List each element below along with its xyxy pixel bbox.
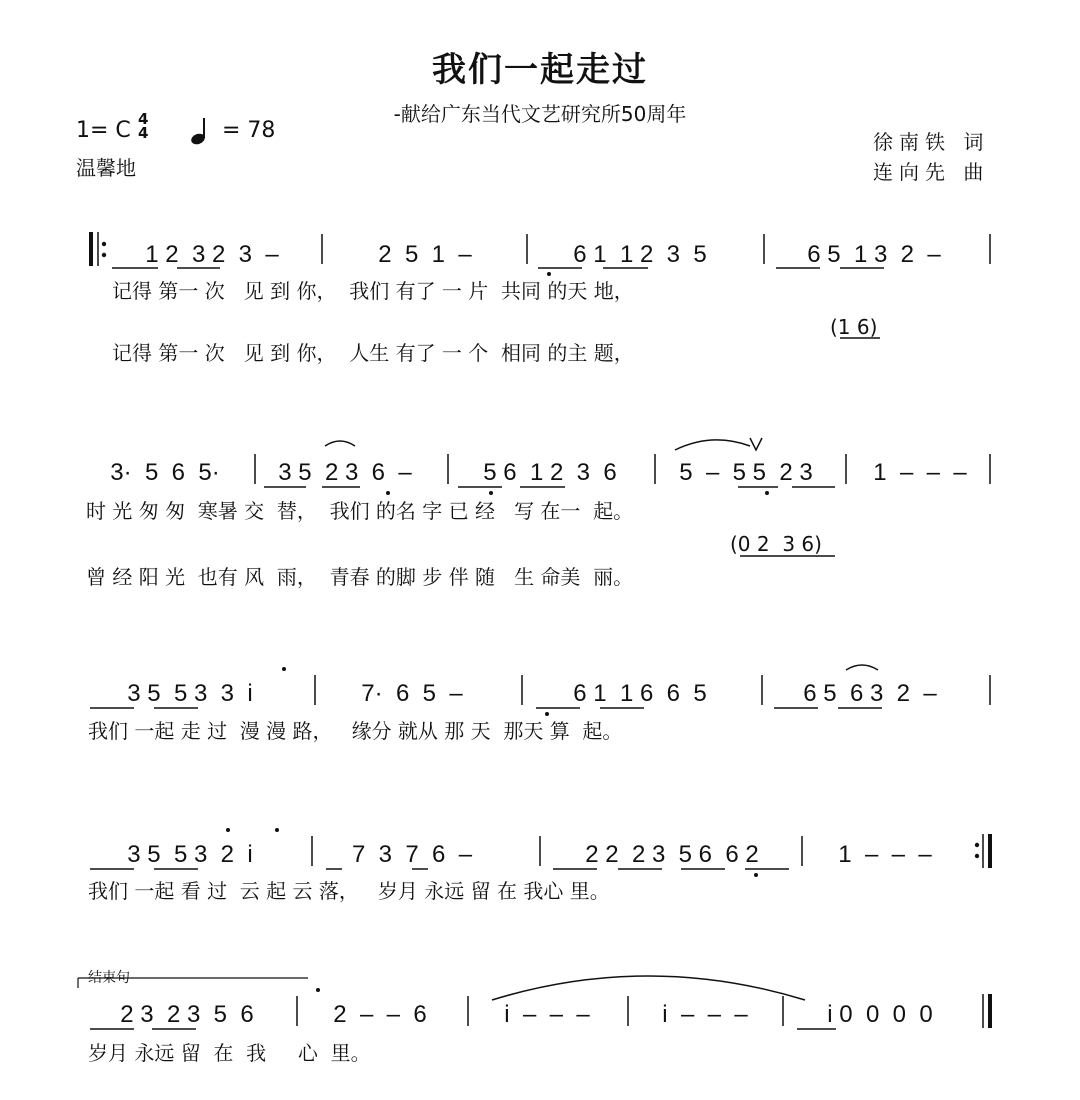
measure-notes: i – – –	[504, 1001, 590, 1028]
measure-notes: 6 1 1 2 3 5	[573, 241, 707, 268]
key-signature: 1= C	[76, 118, 131, 143]
measure-notes: i – – –	[662, 1001, 748, 1028]
lyric-line: 曾 经 阳 光 也有 风 雨， 青春 的脚 步 伴 随 生 命美 丽。	[86, 565, 634, 589]
measure-notes: 5 6 1 2 3 6	[483, 459, 617, 486]
time-denominator: 4	[138, 124, 149, 142]
measure-notes: 3 5 5 3 3 i	[127, 680, 253, 707]
measure-notes: 6 5 1 3 2 –	[807, 241, 941, 268]
measure-notes: 3 5 5 3 2 i	[127, 841, 253, 868]
measure-notes: 1 – – –	[838, 841, 932, 868]
song-subtitle: -献给广东当代文艺研究所50周年	[393, 102, 687, 126]
score-system	[86, 438, 990, 589]
measure-notes: 2 2 2 3 5 6 6 2	[585, 841, 759, 868]
expression-marking: 温馨地	[76, 156, 136, 180]
score-system	[78, 969, 990, 1065]
score-system	[88, 665, 990, 743]
lyric-line: 记得 第一 次 见 到 你， 人生 有了 一 个 相同 的主 题，	[112, 341, 634, 365]
time-numerator: 4	[138, 110, 149, 128]
measure-notes: 2 – – 6	[333, 1001, 427, 1028]
composer-credit: 连向先 曲	[873, 160, 990, 184]
lyric-line: 记得 第一 次 见 到 你， 我们 有了 一 片 共同 的天 地，	[112, 279, 634, 303]
measure-notes: 7 3 7 6 –	[351, 841, 473, 868]
variant-notes: (0 2 3 6)	[730, 532, 822, 556]
measure-notes: 3· 5 6 5·	[110, 459, 220, 486]
lyric-line: 我们 一起 走 过 漫 漫 路， 缘分 就从 那 天 那天 算 起。	[88, 719, 623, 743]
measure-notes: 7· 6 5 –	[361, 680, 463, 707]
lyricist-credit: 徐南铁 词	[873, 130, 990, 154]
coda-marker: 结束句	[88, 970, 130, 986]
measure-notes: 1 – – –	[873, 459, 967, 486]
measure-notes: 6 1 1 6 6 5	[573, 680, 707, 707]
score-system	[88, 828, 990, 903]
measure-notes: i 0 0 0 0	[827, 1001, 933, 1028]
measure-notes: 5 – 5 5 2 3	[679, 459, 813, 486]
tempo-marking: = 78	[222, 118, 276, 143]
lyric-line: 岁月 永远 留 在 我 心 里。	[88, 1041, 371, 1065]
measure-notes: 2 5 1 –	[378, 241, 472, 268]
song-title: 我们一起走过	[432, 50, 648, 90]
lyric-line: 时 光 匆 匆 寒暑 交 替， 我们 的名 字 已 经 写 在一 起。	[86, 499, 634, 523]
score-system	[91, 232, 990, 365]
lyric-line: 我们 一起 看 过 云 起 云 落， 岁月 永远 留 在 我心 里。	[88, 879, 610, 903]
variant-notes: (1 6)	[830, 315, 878, 339]
measure-notes: 1 2 3 2 3 –	[145, 241, 279, 268]
measure-notes: 2 3 2 3 5 6	[120, 1001, 254, 1028]
measure-notes: 6 5 6 3 2 –	[803, 680, 937, 707]
measure-notes: 3 5 2 3 6 –	[278, 459, 412, 486]
